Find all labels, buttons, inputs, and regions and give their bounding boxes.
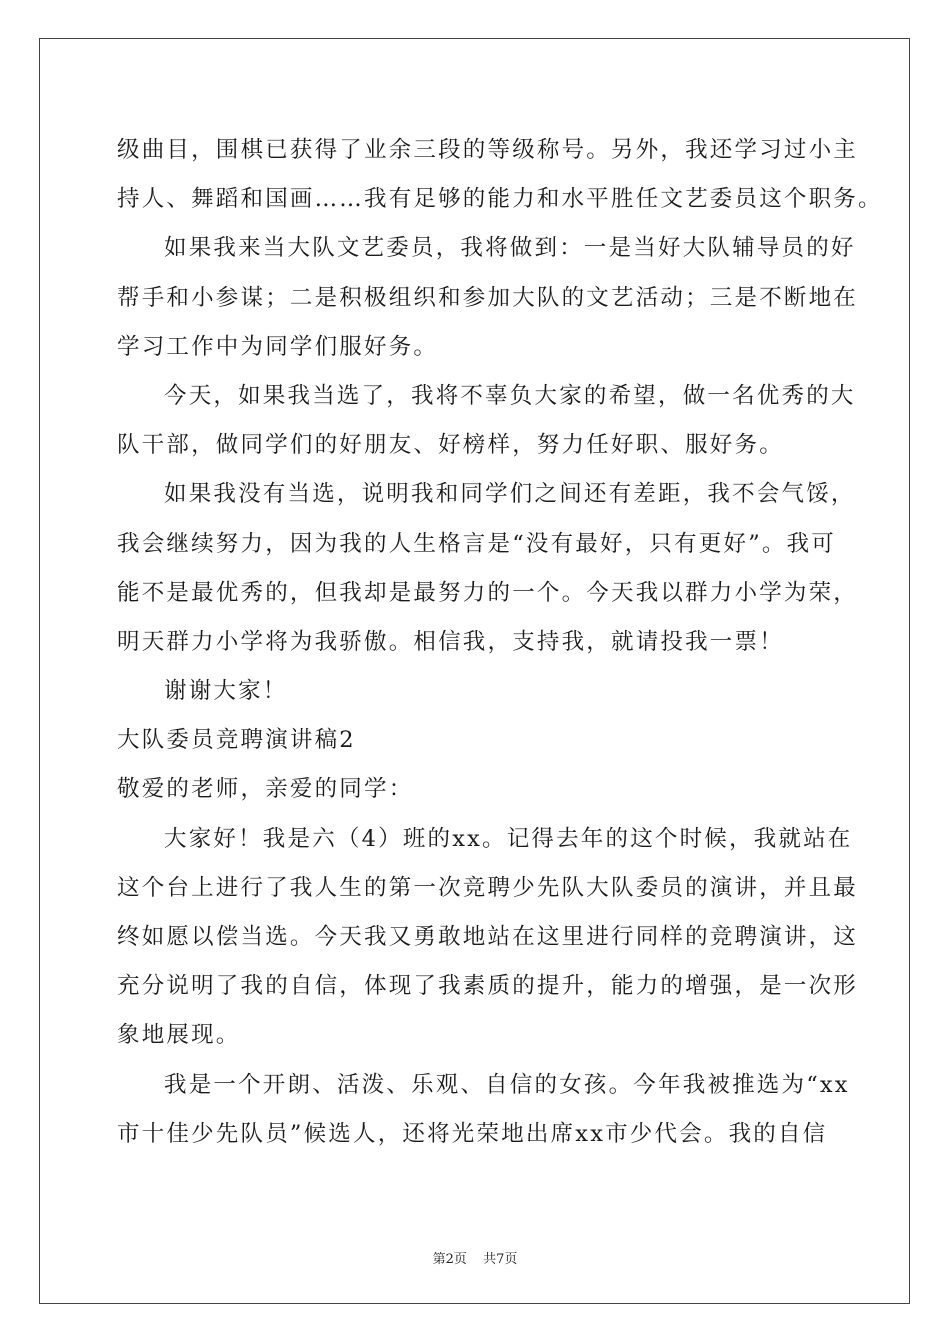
text-line: 如果我没有当选，说明我和同学们之间还有差距，我不会气馁， bbox=[164, 481, 856, 508]
text-line: 能不是最优秀的，但我却是最努力的一个。今天我以群力小学为荣， bbox=[117, 579, 859, 606]
text-line: 明天群力小学将为我骄傲。相信我，支持我，就请投我一票！ bbox=[117, 628, 784, 655]
text-line: 持人、舞蹈和国画……我有足够的能力和水平胜任文艺委员这个职务。 bbox=[117, 186, 883, 213]
text-line: 队干部，做同学们的好朋友、好榜样，努力任好职、服好务。 bbox=[117, 432, 784, 459]
text-line: 市十佳少先队员”候选人，还将光荣地出席xx市少代会。我的自信 bbox=[117, 1120, 828, 1147]
page-number: 第2页 bbox=[432, 1252, 467, 1267]
text-line: 象地展现。 bbox=[117, 1022, 241, 1049]
text-line: 我会继续努力，因为我的人生格言是“没有最好，只有更好”。我可 bbox=[117, 530, 837, 557]
text-line: 这个台上进行了我人生的第一次竞聘少先队大队委员的演讲，并且最 bbox=[117, 874, 859, 901]
text-line: 级曲目，围棋已获得了业余三段的等级称号。另外，我还学习过小主 bbox=[117, 137, 859, 163]
text-line: 学习工作中为同学们服好务。 bbox=[117, 333, 439, 360]
text-line: 今天，如果我当选了，我将不辜负大家的希望，做一名优秀的大 bbox=[164, 382, 856, 409]
page-total: 共7页 bbox=[483, 1252, 518, 1267]
text-line: 大家好！我是六（4）班的xx。记得去年的这个时候，我就站在 bbox=[164, 825, 853, 852]
salutation: 敬爱的老师，亲爱的同学： bbox=[117, 776, 414, 803]
page-footer bbox=[0, 1248, 950, 1267]
section-title: 大队委员竞聘演讲稿2 bbox=[117, 727, 356, 754]
text-line: 谢谢大家！ bbox=[164, 678, 288, 705]
text-line: 充分说明了我的自信，体现了我素质的提升，能力的增强，是一次形 bbox=[117, 973, 859, 1000]
document-body bbox=[117, 126, 883, 1159]
text-line: 我是一个开朗、活泼、乐观、自信的女孩。今年我被推选为“xx bbox=[164, 1071, 850, 1098]
text-line: 帮手和小参谋；二是积极组织和参加大队的文艺活动；三是不断地在 bbox=[117, 284, 859, 311]
text-line: 终如愿以偿当选。今天我又勇敢地站在这里进行同样的竞聘演讲，这 bbox=[117, 924, 859, 950]
text-line: 如果我来当大队文艺委员，我将做到：一是当好大队辅导员的好 bbox=[164, 235, 856, 262]
